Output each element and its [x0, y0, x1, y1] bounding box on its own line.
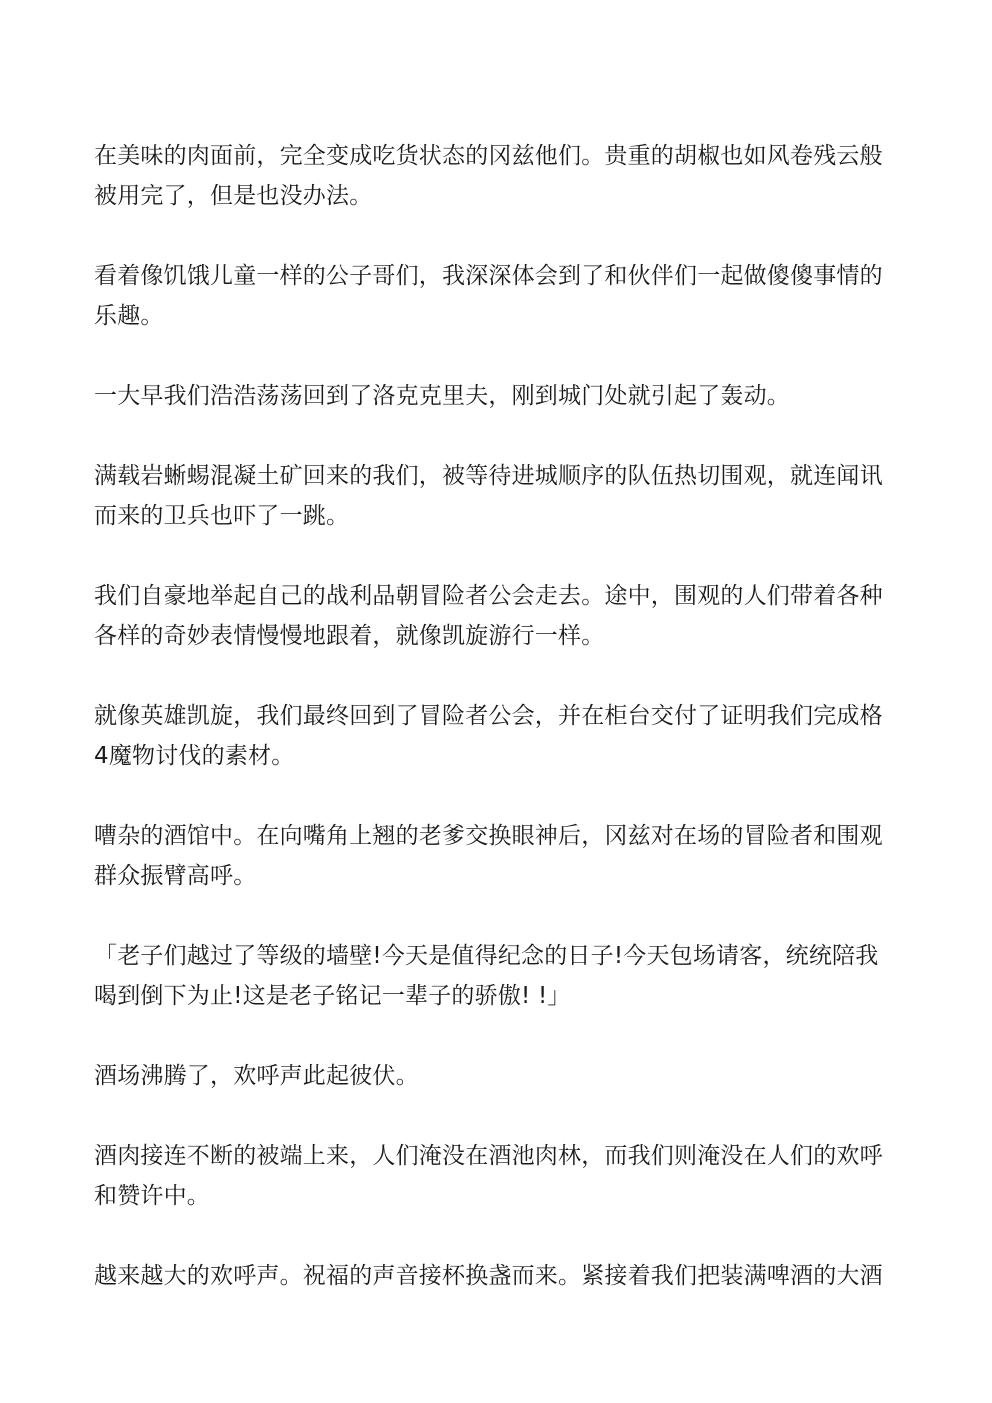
paragraph-3: 一大早我们浩浩荡荡回到了洛克克里夫，刚到城门处就引起了轰动。 — [94, 383, 790, 409]
paragraph-5: 我们自豪地举起自己的战利品朝冒险者公会走去。途中，围观的人们带着各种 各样的奇妙表情慢慢地跟着，就像凯旋游行一样。 — [94, 583, 883, 649]
paragraph-9: 酒场沸腾了，欢呼声此起彼伏。 — [94, 1063, 419, 1089]
paragraph-7: 嘈杂的酒馆中。在向嘴角上翘的老爹交换眼神后，冈兹对在场的冒险者和围观 群众振臂高呼。 — [94, 823, 883, 889]
paragraph-2: 看着像饥饿儿童一样的公子哥们，我深深体会到了和伙伴们一起做傻傻事情的 乐趣。 — [94, 263, 883, 329]
paragraph-6: 就像英雄凯旋，我们最终回到了冒险者公会，并在柜台交付了证明我们完成格 4魔物讨伐的素材。 — [94, 703, 883, 769]
paragraph-8-dialogue: 「老子们越过了等级的墙壁!今天是值得纪念的日子!今天包场请客，统统陪我 喝到倒下为止!这是老子铭记一辈子的骄傲! !」 — [94, 943, 879, 1009]
paragraph-11: 越来越大的欢呼声。祝福的声音接杯换盏而来。紧接着我们把装满啤酒的大酒 — [94, 1263, 883, 1289]
paragraph-4: 满载岩蜥蜴混凝土矿回来的我们，被等待进城顺序的队伍热切围观，就连闻讯 而来的卫兵也吓了一跳。 — [94, 463, 883, 529]
paragraph-1: 在美味的肉面前，完全变成吃货状态的冈兹他们。贵重的胡椒也如风卷残云般 被用完了，但是也没办法。 — [94, 143, 883, 209]
paragraph-10: 酒肉接连不断的被端上来，人们淹没在酒池肉林，而我们则淹没在人们的欢呼 和赞许中。 — [94, 1143, 883, 1209]
